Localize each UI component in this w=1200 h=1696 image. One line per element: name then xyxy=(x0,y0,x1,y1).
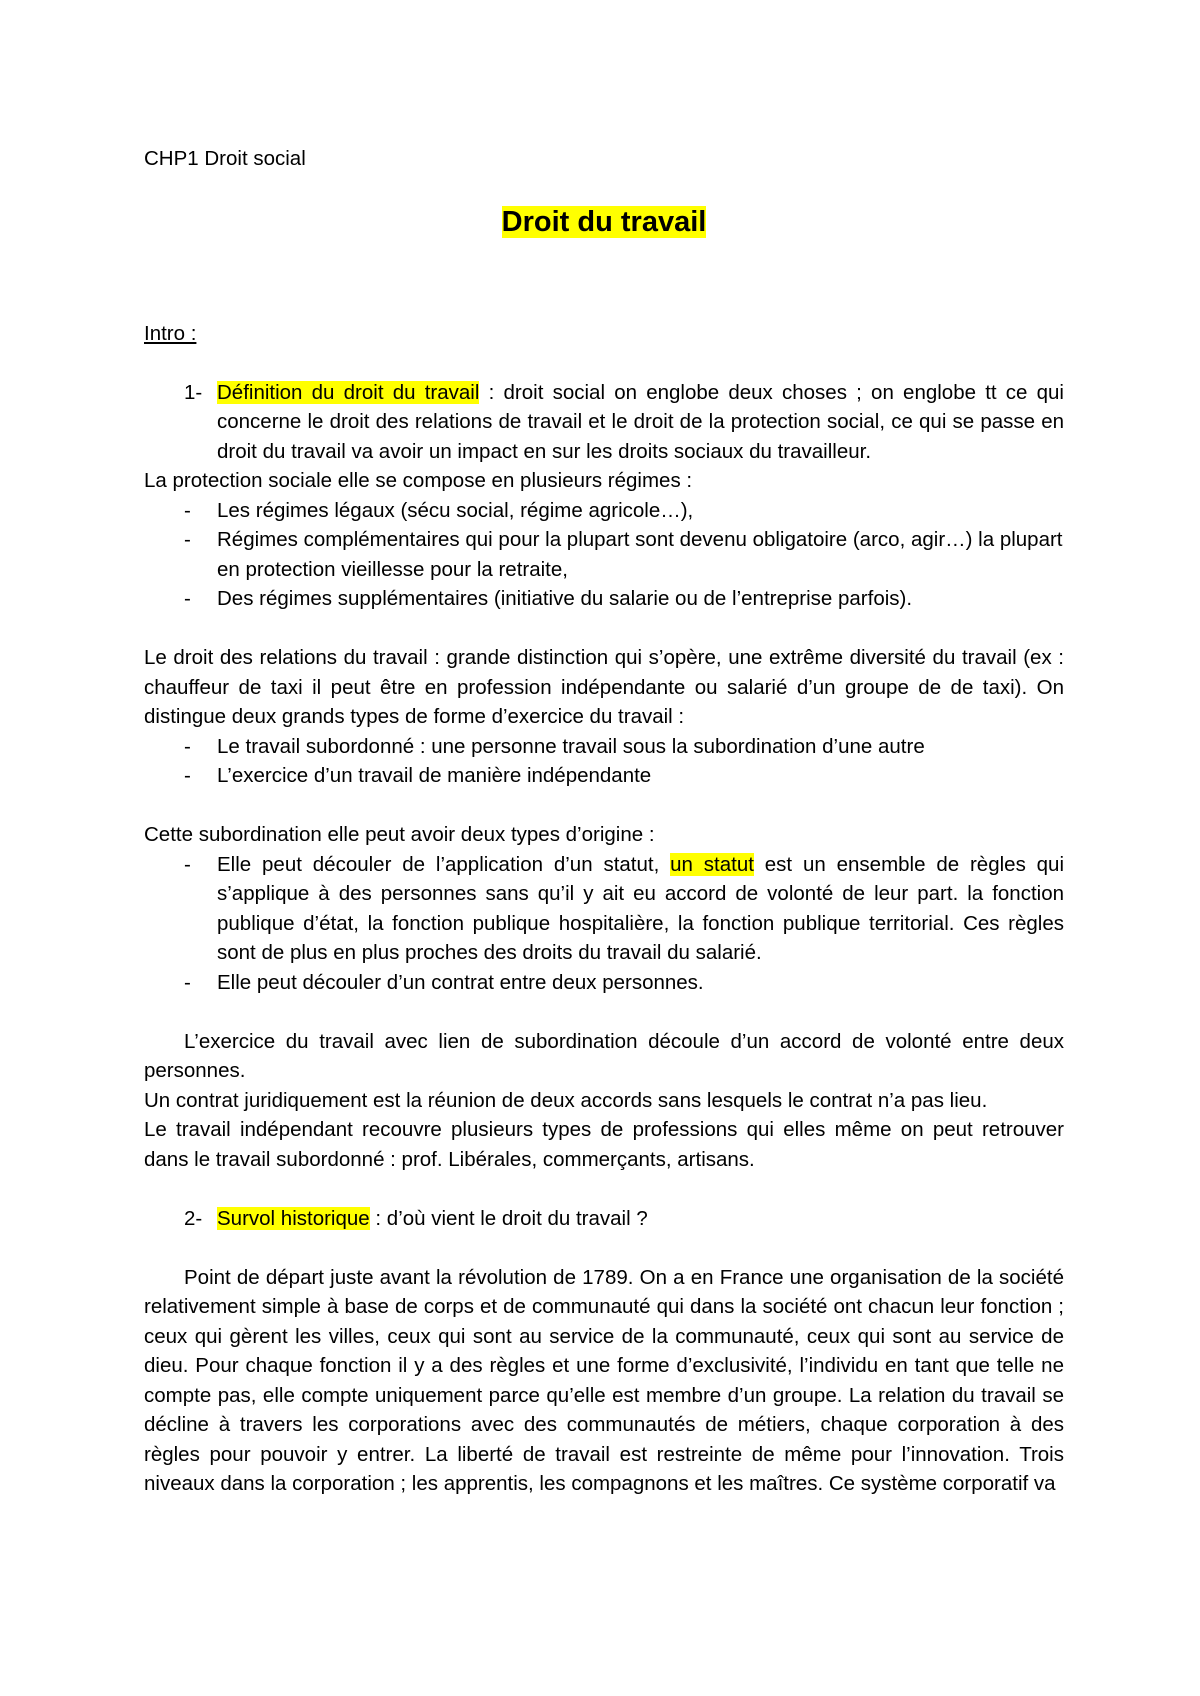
exercice-paragraph: L’exercice du travail avec lien de subordination découle d’un accord de volonté entre deux personnes. xyxy=(144,1029,1064,1082)
list-item-text: Des régimes supplémentaires (initiative du salarie ou de l’entreprise parfois). xyxy=(217,587,913,610)
statut-highlight: un statut xyxy=(670,852,754,876)
intro-heading: Intro : xyxy=(144,321,197,345)
spacer xyxy=(144,614,1064,644)
spacer xyxy=(144,791,1064,821)
title-text: Droit du travail xyxy=(501,205,707,238)
list-marker: - xyxy=(184,970,191,994)
section-2-heading: Survol historique xyxy=(217,1206,370,1230)
chapter-header: CHP1 Droit social xyxy=(144,147,306,170)
list-item-text: Elle peut découler d’un contrat entre deux personnes. xyxy=(217,970,704,994)
list-item xyxy=(144,968,1064,998)
spacer xyxy=(144,997,1064,1027)
independant-paragraph: Le travail indépendant recouvre plusieurs types de professions qui elles même on peut retrouver dans le travail subordonné : prof. Libérales, commerçants, artisans. xyxy=(144,1118,1064,1171)
spacer xyxy=(144,1233,1064,1263)
statut-text-before: Elle peut découler de l’application d’un statut, xyxy=(217,852,671,876)
list-marker: - xyxy=(184,587,191,610)
list-item xyxy=(144,850,1064,968)
protection-lead: La protection sociale elle se compose en plusieurs régimes : xyxy=(144,469,693,492)
section-2-text: : d’où vient le droit du travail ? xyxy=(369,1206,648,1230)
list-marker: - xyxy=(184,528,191,551)
list-item xyxy=(144,525,1064,584)
relations-paragraph: Le droit des relations du travail : grande distinction qui s’opère, une extrême diversité du travail (ex : chauffeur de taxi il peut être en profession indépendante ou salarié d’un groupe de de taxi). On distingue deux grands types de forme d’exercice du travail : xyxy=(144,646,1064,728)
list-marker: - xyxy=(184,498,191,522)
list-item-text: Le travail subordonné : une personne travail sous la subordination d’une autre xyxy=(217,734,925,758)
subordination-lead: Cette subordination elle peut avoir deux types d’origine : xyxy=(144,823,655,846)
contrat-paragraph: Un contrat juridiquement est la réunion de deux accords sans lesquels le contrat n’a pas lieu. xyxy=(144,1088,988,1112)
list-item-text: L’exercice d’un travail de manière indépendante xyxy=(217,764,652,787)
spacer xyxy=(144,348,1064,378)
list-marker: - xyxy=(184,734,191,758)
section-1-text: : droit social on englobe deux choses ; on englobe tt ce qui concerne le droit des relations de travail et le droit de la protection social, ce qui se passe en droit du travail va avoir un impact en sur les droits sociaux du travailleur. xyxy=(217,380,1064,463)
section-1 xyxy=(144,378,1064,467)
list-item xyxy=(144,584,1064,614)
section-2 xyxy=(144,1204,1064,1234)
section-1-number: 1- xyxy=(184,380,203,404)
list-item xyxy=(144,732,1064,762)
list-marker: - xyxy=(184,852,191,876)
document-body xyxy=(144,144,1064,1499)
document-title xyxy=(144,203,1064,241)
list-item xyxy=(144,761,1064,791)
list-marker: - xyxy=(184,764,191,787)
list-item-text: Les régimes légaux (sécu social, régime agricole…), xyxy=(217,498,694,522)
list-item xyxy=(144,496,1064,526)
list-item-text: Régimes complémentaires qui pour la plupart sont devenu obligatoire (arco, agir…) la plupart en protection vieillesse pour la retraite, xyxy=(217,528,1063,581)
section-2-number: 2- xyxy=(184,1206,203,1230)
section-1-heading: Définition du droit du travail xyxy=(217,380,480,404)
statut-text-after: est un ensemble de règles qui s’applique à des personnes sans qu’il y ait eu accord de volonté de leur part. la fonction publique d’état, la fonction publique hospitalière, la fonction publique territorial. Ces règles sont de plus en plus proches des droits du travail du salarié. xyxy=(217,852,1065,964)
spacer xyxy=(144,1174,1064,1204)
historique-paragraph: Point de départ juste avant la révolution de 1789. On a en France une organisation de la société relativement simple à base de corps et de communauté qui dans la société ont chacun leur fonction ; ceux qui gèrent les villes, ceux qui sont au service de la communauté, ceux qui sont au service de dieu. Pour chaque fonction il y a des règles et une forme d’exclusivité, l’individu en tant que telle ne compte pas, elle compte uniquement parce qu’elle est membre d’un groupe. La relation du travail se décline à travers les corporations avec des communautés de métiers, chaque corporation à des règles pour pouvoir y entrer. La liberté de travail est restreinte de même pour l’innovation. Trois niveaux dans la corporation ; les apprentis, les compagnons et les maîtres. Ce système corporatif va xyxy=(144,1265,1064,1495)
